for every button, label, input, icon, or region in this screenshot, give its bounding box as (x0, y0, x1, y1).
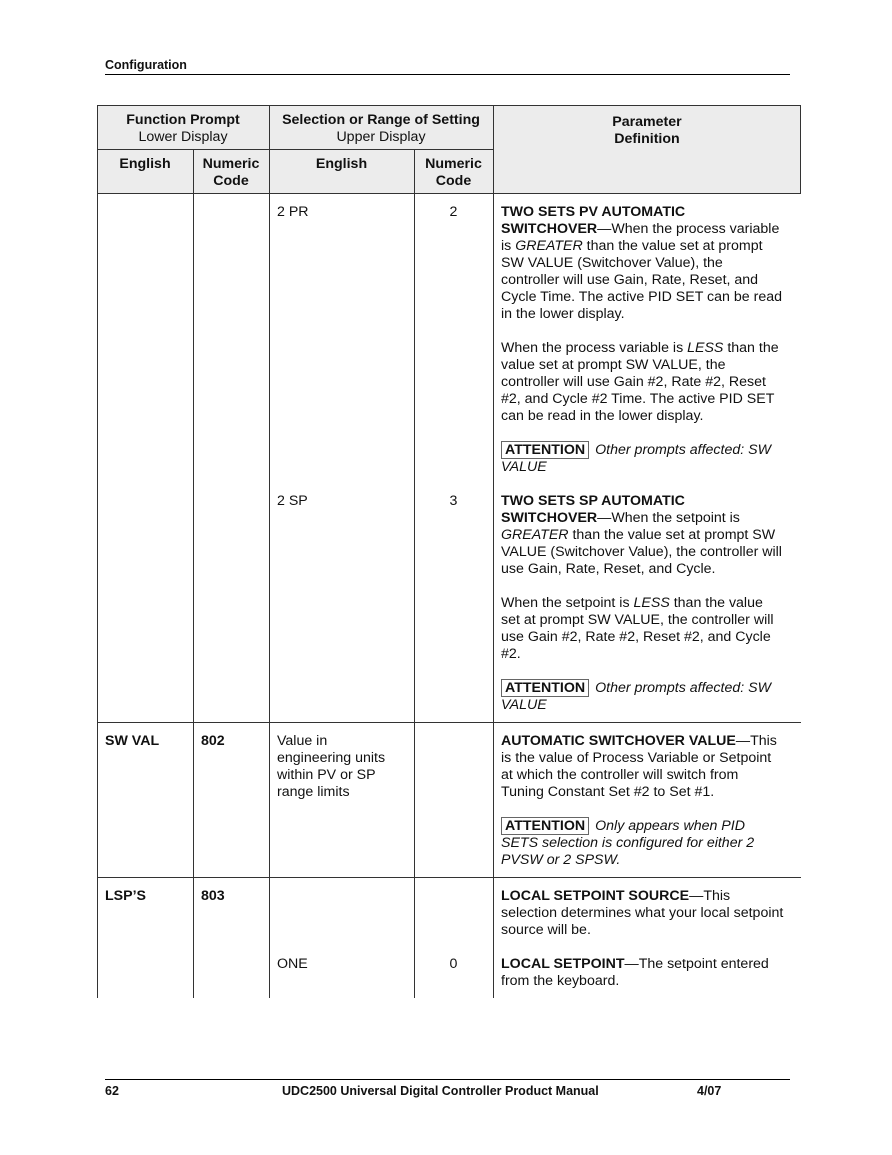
sel-line: Value in (277, 733, 328, 749)
def-line: at which the controller will switch from (501, 767, 739, 783)
numeric-line1: Numeric (202, 156, 260, 172)
publication-date: 4/07 (697, 1084, 722, 1098)
option-2pr-code: 2 (449, 204, 458, 220)
def-line: use Gain #2, Rate #2, Reset #2, and Cycle (501, 629, 771, 645)
def-line: Tuning Constant Set #2 to Set #1. (501, 784, 715, 800)
sw-val-prompt: SW VAL (105, 733, 160, 749)
def-line (501, 595, 797, 612)
def-bold-term: AUTOMATIC SWITCHOVER VALUE (501, 733, 736, 749)
sw-val-selection (277, 733, 412, 801)
numeric-line2: Code (213, 173, 249, 189)
function-prompt-title: Function Prompt (126, 112, 240, 128)
option-2pr-english: 2 PR (277, 204, 309, 220)
row-divider-lsps (97, 877, 801, 878)
attention-text: PVSW or 2 SPSW. (501, 852, 621, 868)
sel-line: engineering units (277, 750, 386, 766)
parameter-table (97, 105, 801, 998)
col-line-3 (414, 149, 415, 998)
numeric-line2: Code (435, 173, 472, 189)
sel-line: within PV or SP (277, 767, 376, 783)
attention-note (501, 442, 797, 459)
lsps-prompt: LSP’S (105, 888, 146, 904)
option-2sp-code: 3 (449, 493, 458, 509)
sw-val-definition (501, 733, 797, 869)
parameter-title-line1: Parameter (612, 114, 682, 130)
col-line-2 (269, 105, 270, 998)
attention-note (501, 680, 797, 697)
sel-line: range limits (277, 784, 350, 800)
parameter-title-line2: Definition (614, 131, 680, 147)
def-line: set at prompt SW VALUE, the controller will (501, 612, 774, 628)
def-line: controller will use Gain #2, Rate #2, Reset (501, 374, 766, 390)
def-text: —When the setpoint is (597, 510, 740, 526)
def-text: —When the process variable (597, 221, 780, 237)
def-line: value set at prompt SW VALUE, the (501, 357, 726, 373)
def-line (501, 527, 797, 544)
def-text: than the value set at prompt SW (568, 527, 776, 543)
def-line: SW VALUE (Switchover Value), the (501, 255, 723, 271)
def-line: Cycle Time. The active PID SET can be read (501, 289, 782, 305)
def-text: —This (689, 888, 731, 904)
def-line (501, 888, 797, 905)
def-text: —This (735, 733, 777, 749)
option-2sp-definition (501, 493, 797, 714)
selection-title: Selection or Range of Setting (282, 112, 480, 128)
header-english-selection: English (315, 156, 368, 172)
page-header-section: Configuration (105, 58, 187, 72)
def-text: than the (723, 340, 779, 356)
option-one-definition (501, 956, 797, 990)
col-line-1 (193, 149, 194, 998)
numeric-line1: Numeric (425, 156, 482, 172)
option-2pr-definition (501, 204, 797, 476)
def-bold-term: LOCAL SETPOINT SOURCE (501, 888, 690, 904)
def-line (501, 340, 797, 357)
def-line: VALUE (Switchover Value), the controller will (501, 544, 782, 560)
option-2sp-english: 2 SP (277, 493, 308, 509)
col-line-4 (493, 105, 494, 998)
selection-subtitle: Upper Display (336, 129, 426, 145)
def-line: #2. (501, 646, 521, 662)
row-divider-swval (97, 722, 801, 723)
def-line: in the lower display. (501, 306, 625, 322)
attention-text: Other prompts affected: SW (595, 680, 771, 696)
def-line: controller will use Gain, Rate, Reset, and (501, 272, 759, 288)
lsps-code: 803 (201, 888, 225, 904)
def-bold-term: LOCAL SETPOINT (501, 956, 625, 972)
function-prompt-subtitle: Lower Display (138, 129, 228, 145)
manual-title: UDC2500 Universal Digital Controller Product Manual (282, 1084, 599, 1098)
def-line (501, 510, 797, 527)
page-number: 62 (105, 1084, 119, 1098)
header-selection (269, 112, 493, 146)
attention-badge: ATTENTION (501, 817, 589, 835)
header-rule (105, 74, 790, 75)
def-text: than the value (669, 595, 763, 611)
def-emphasis: GREATER (501, 527, 569, 543)
sw-val-code: 802 (201, 733, 225, 749)
def-line (501, 733, 797, 750)
def-line: can be read in the lower display. (501, 408, 704, 424)
attention-text: SETS selection is configured for either 2 (501, 835, 755, 851)
def-text: When the process variable is (501, 340, 688, 356)
attention-text: Only appears when PID (595, 818, 745, 834)
lsps-definition (501, 888, 797, 939)
header-numeric-code-prompt (193, 156, 269, 190)
col-line-left (97, 105, 98, 998)
def-text: than the value set at prompt (582, 238, 763, 254)
def-line: source will be. (501, 922, 591, 938)
def-text: is (501, 238, 516, 254)
def-line: is the value of Process Variable or Setpoint (501, 750, 772, 766)
def-bold-line: TWO SETS SP AUTOMATIC (501, 493, 685, 509)
def-bold-term: SWITCHOVER (501, 221, 598, 237)
def-bold-line: TWO SETS PV AUTOMATIC (501, 204, 686, 220)
option-one-code: 0 (449, 956, 458, 972)
def-line: use Gain, Rate, Reset, and Cycle. (501, 561, 716, 577)
attention-badge: ATTENTION (501, 441, 589, 459)
def-line: selection determines what your local setpoint (501, 905, 784, 921)
header-function-prompt (97, 112, 269, 146)
header-english-prompt: English (119, 156, 171, 172)
option-one-english: ONE (277, 956, 308, 972)
attention-badge: ATTENTION (501, 679, 589, 697)
footer-rule (105, 1079, 790, 1080)
def-bold-term: SWITCHOVER (501, 510, 598, 526)
def-line (501, 956, 797, 973)
def-line (501, 221, 797, 238)
def-text: When the setpoint is (501, 595, 634, 611)
def-emphasis: GREATER (515, 238, 583, 254)
table-top-border (97, 105, 801, 106)
header-numeric-code-selection (414, 156, 493, 190)
attention-text: VALUE (501, 697, 547, 713)
def-line: from the keyboard. (501, 973, 620, 989)
attention-text: Other prompts affected: SW (595, 442, 771, 458)
def-emphasis: LESS (687, 340, 724, 356)
header-split-line (97, 149, 493, 150)
header-bottom-line (97, 193, 801, 194)
header-parameter-definition (493, 114, 801, 148)
def-line: #2, and Cycle #2 Time. The active PID SET (501, 391, 775, 407)
def-line (501, 238, 797, 255)
def-emphasis: LESS (633, 595, 670, 611)
attention-text: VALUE (501, 459, 547, 475)
def-text: —The setpoint entered (624, 956, 769, 972)
attention-note (501, 818, 797, 835)
